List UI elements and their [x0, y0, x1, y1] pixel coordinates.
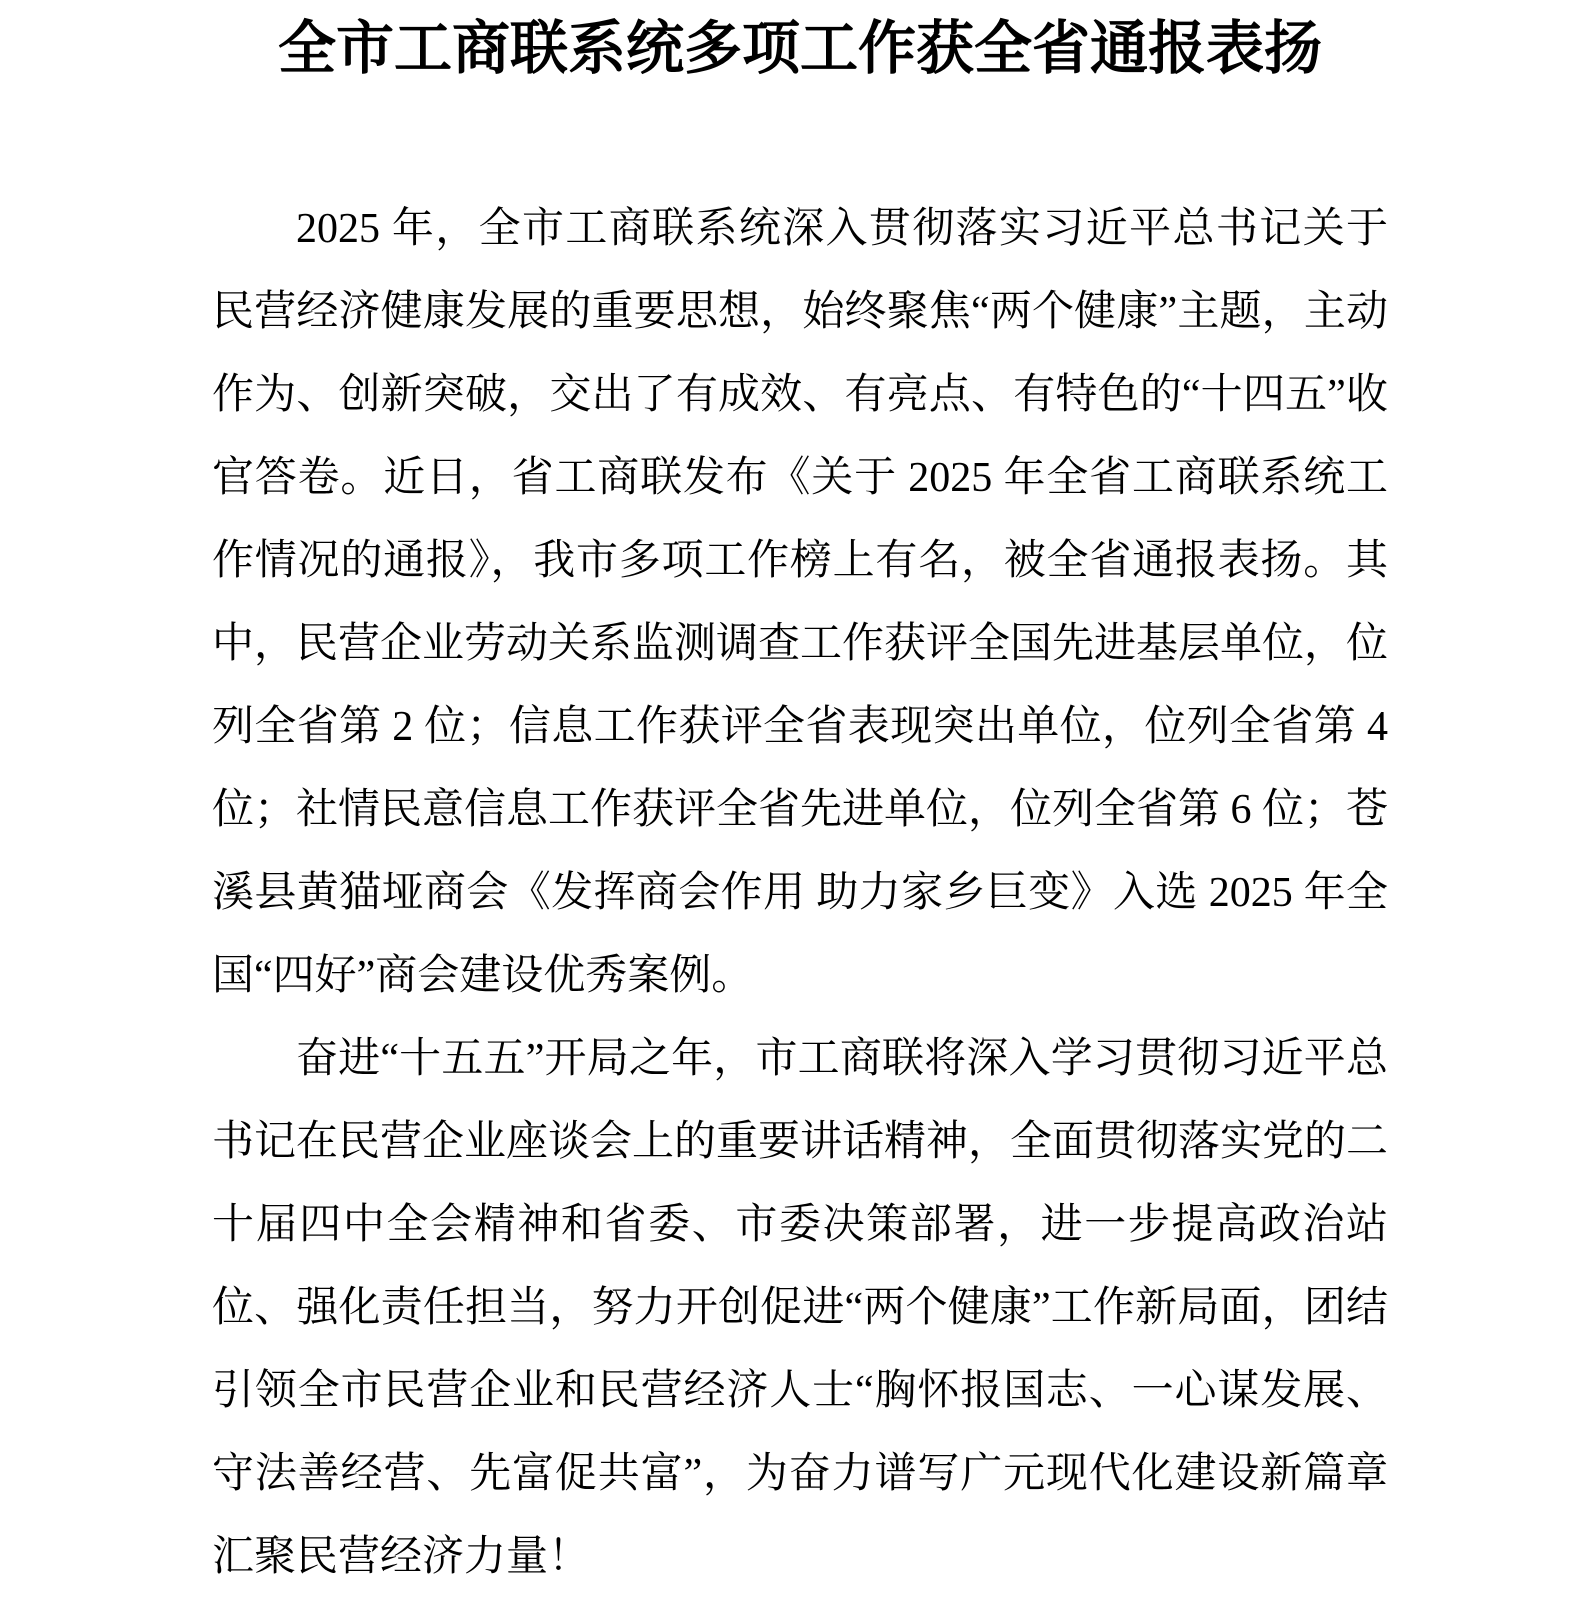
body-paragraph-2: 奋进“十五五”开局之年，市工商联将深入学习贯彻习近平总书记在民营企业座谈会上的重要讲话精神，全面贯彻落实党的二十届四中全会精神和省委、市委决策部署，进一步提高政治站位、强化责任担当，努力开创促进“两个健康”工作新局面，团结引领全市民营企业和民营经济人士“胸怀报国志、一心谋发展、守法善经营、先富促共富”，为奋力谱写广元现代化建设新篇章汇聚民营经济力量！ — [212, 1036, 1389, 1580]
document-title: 全市工商联系统多项工作获全省通报表扬 — [277, 16, 1322, 81]
body-paragraph-1: 2025 年，全市工商联系统深入贯彻落实习近平总书记关于民营经济健康发展的重要思想，始终聚焦“两个健康”主题，主动作为、创新突破，交出了有成效、有亮点、有特色的“十四五”收官答卷。近日，省工商联发布《关于 2025 年全省工商联系统工作情况的通报》，我市多项工作榜上有名，被全省通报表扬。其中，民营企业劳动关系监测调查工作获评全国先进基层单位，位列全省第 2 位；信息工作获评全省表现突出单位，位列全省第 4 位；社情民意信息工作获评全省先进单位，位列全省第 6 位；苍溪县黄猫垭商会《发挥商会作用 助力家乡巨变》入选 2025 年全国“四好”商会建设优秀案例。 — [212, 206, 1389, 999]
document-body — [212, 188, 1388, 1599]
